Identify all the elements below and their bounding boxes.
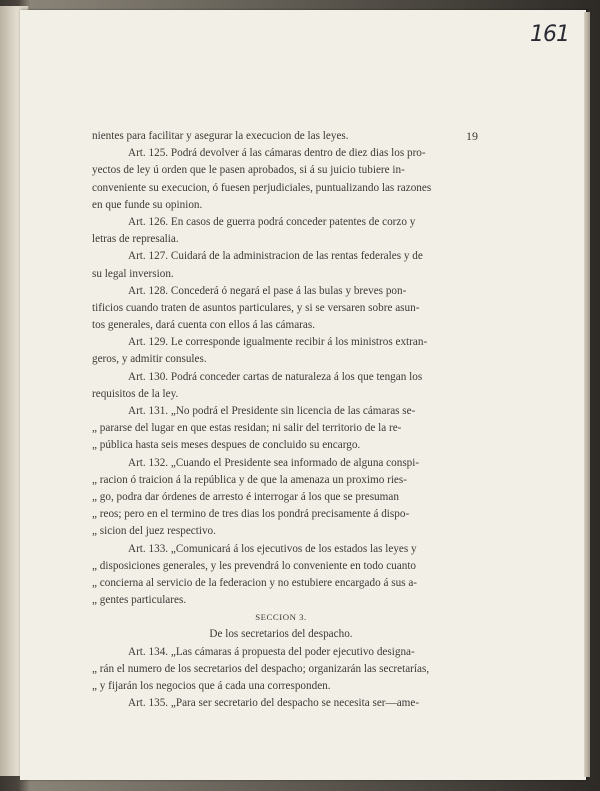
text-line: Art. 134. „Las cámaras á propuesta del poder ejecutivo designa-	[128, 645, 415, 658]
text-line: Art. 131. „No podrá el Presidente sin licencia de las cámaras se-	[128, 405, 416, 417]
text-line: Art. 126. En casos de guerra podrá conceder patentes de corzo y	[128, 215, 416, 228]
text-line: „ sicion del juez respectivo.	[92, 525, 216, 538]
text-line: „ reos; pero en el termino de tres dias los pondrá precisamente á dispo-	[92, 508, 410, 521]
text-line: „ pararse del lugar en que estas residan; ni salir del territorio de la re-	[92, 422, 402, 435]
text-line: „ rán el numero de los secretarios del despacho; organizarán las secretarías,	[92, 662, 430, 675]
text-line: su legal inversion.	[92, 267, 174, 280]
text-line: „ concierna al servicio de la federacion y no estubiere encargado á sus a-	[92, 576, 418, 589]
text-line: Art. 125. Podrá devolver á las cámaras dentro de diez dias los pro-	[128, 147, 426, 160]
text-line: Art. 128. Concederá ó negará el pase á las bulas y breves pon-	[128, 284, 407, 297]
text-line: Art. 130. Podrá conceder cartas de naturaleza á los que tengan los	[128, 370, 423, 383]
page-text-block	[92, 128, 478, 712]
text-line: tos generales, dará cuenta con ellos á las cámaras.	[92, 319, 316, 332]
text-line: „ disposiciones generales, y les prevendrá lo conveniente en todo cuanto	[92, 559, 417, 572]
text-line: Art. 132. „Cuando el Presidente sea informado de alguna conspi-	[128, 456, 420, 469]
text-line: tificios cuando traten de asuntos particulares, y si se versaren sobre asun-	[92, 301, 420, 314]
text-line: „ racion ó traicion á la república y de que la amenaza un proximo ries-	[92, 473, 407, 486]
text-line: en que funde su opinion.	[92, 198, 203, 211]
text-line: „ gentes particulares.	[92, 594, 187, 607]
text-line: Art. 127. Cuidará de la administracion de las rentas federales y de	[128, 250, 423, 263]
section-heading-line: SECCION 3.	[255, 612, 307, 623]
page-stack-edge	[584, 12, 590, 777]
handwritten-folio-number: 161	[530, 22, 569, 47]
text-line: conveniente su execucion, ó fuesen perjudiciales, puntualizando las razones	[92, 181, 432, 194]
text-line: requisitos de la ley.	[92, 387, 179, 400]
text-line: geros, y admitir consules.	[92, 353, 207, 366]
page-number: 19	[466, 129, 478, 143]
text-line: Art. 135. „Para ser secretario del despacho se necesita ser—ame-	[128, 697, 420, 710]
text-line: „ go, podra dar órdenes de arresto é interrogar á los que se presuman	[92, 490, 399, 503]
text-line: nientes para facilitar y asegurar la execucion de las leyes.	[92, 130, 349, 142]
text-line: yectos de ley ú orden que le pasen aprobados, si á su juicio tubiere in-	[92, 164, 405, 177]
text-line: letras de represalia.	[92, 233, 179, 246]
section-heading-line: De los secretarios del despacho.	[209, 628, 353, 641]
text-line: „ y fijarán los negocios que á cada una corresponden.	[92, 680, 331, 692]
text-line: Art. 133. „Comunicará á los ejecutivos de los estados las leyes y	[128, 542, 417, 555]
text-line: „ pública hasta seis meses despues de concluido su encargo.	[92, 439, 361, 452]
text-line: Art. 129. Le corresponde igualmente recibir á los ministros extran-	[128, 336, 428, 349]
